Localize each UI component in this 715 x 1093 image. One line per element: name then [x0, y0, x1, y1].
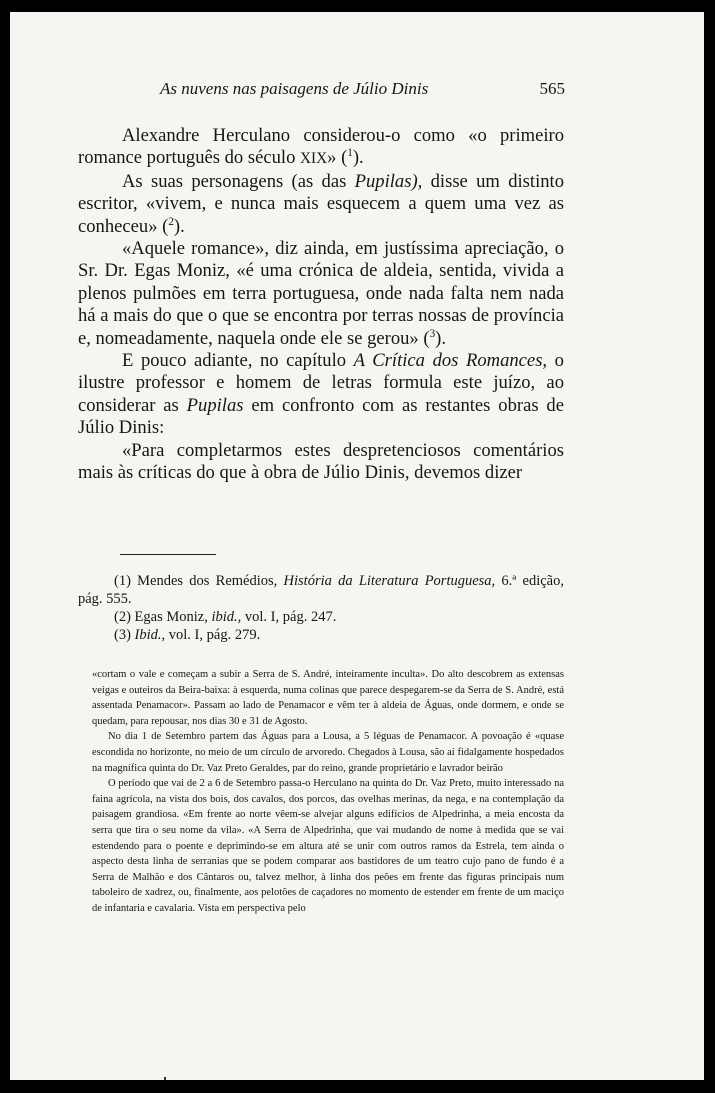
page-header [160, 78, 565, 100]
paragraph-1: Alexandre Herculano considerou-o como «o primeiro romance português do século XIX» ($^1$). [78, 125, 564, 169]
running-title: As nuvens nas paisagens de Júlio Dinis [160, 79, 429, 98]
footnote-2: (2) Egas Moniz, ibid., vol. I, pág. 247. [114, 609, 337, 625]
paragraph-4: E pouco adiante, no capítulo A Crítica dos Romances, o ilustre professor e homem de letras formula este juízo, ao considerar as Pupilas em confronto com as restantes obras de Júlio Dinis: [78, 350, 564, 439]
quote-paragraph-2: No dia 1 de Setembro partem das Águas para a Lousa, a 5 léguas de Penamacor. A povoação é «quase escondida no horizonte, no meio de um círculo de arvoredo. Chegados à Lousa, são aí fidalgamente hospedados na magnífica quinta do Dr. Vaz Preto Geraldes, par do reino, grande proprietário e lavrador beirão [92, 731, 564, 774]
quote-paragraph-3: O período que vai de 2 a 6 de Setembro passa-o Herculano na quinta do Dr. Vaz Preto, muito interessado na faina agrícola, na vista dos bois, dos cavalos, dos porcos, das ovelhas merinas, da nega, e na contemplação da paisagem grandiosa. «Em frente ao norte vêem-se alvejar alguns edifícios de Alpedrinha, a meia encosta da serra que tira o seu nome da vila». «A Serra de Alpedrinha, que vai mudando de nome à medida que se vai estendendo para o poente e deprimindo-se em altura até se unir com outros ramos da Estrela, tem ainda o aspecto desta linha de serranias que se podem comparar aos bastidores de um teatro cujo pano de fundo é a Serra de Malhão e dos Cântaros ou, talvez melhor, à linha dos peões em frente das figuras principais num taboleiro de xadrez, ou, finalmente, aos pelotões de caçadores no momento de estender em frente de um maciço de infantaria e cavalaria. Vista em perspectiva pelo [92, 778, 564, 914]
paragraph-5: «Para completarmos estes despretenciosos comentários mais às críticas do que à obra de Júlio Dinis, devemos dizer [78, 439, 564, 484]
footnotes [78, 572, 564, 644]
footnote-separator [120, 554, 216, 555]
main-text [78, 125, 564, 485]
footnote-ref: 1 [347, 147, 353, 160]
footnote-ref: 3 [429, 327, 436, 340]
book-page [10, 12, 704, 1080]
footnote-3: (3) Ibid., vol. I, pág. 279. [114, 627, 261, 643]
footnote-1: (1) Mendes dos Remédios, História da Literatura Portuguesa, 6.ª edição, pág. 555. [78, 573, 564, 607]
quoted-passage [92, 667, 564, 917]
footnote-ref: 2 [168, 215, 174, 228]
paragraph-3: «Aquele romance», diz ainda, em justíssima apreciação, o Sr. Dr. Egas Moniz, «é uma crónica de aldeia, sentida, vivida a plenos pulmões em terra portuguesa, onde nada falta nem nada há a mais do que o que se encontra por terras nossas de província e, nomeadamente, naquela onde ele se gerou» ($^3$). [78, 238, 564, 349]
print-speck [164, 1077, 166, 1080]
paragraph-2: As suas personagens (as das Pupilas), disse um distinto escritor, «vivem, e nunca mais esquecem a quem uma vez as conheceu» ($^2$). [78, 170, 564, 237]
quote-paragraph-1: «cortam o vale e começam a subir a Serra de S. André, inteiramente inculta». Do alto descobrem as extensas veigas e outeiros da Beira-baixa: à esquerda, numa colinas que parece despegarem-se da Serra de S. André, está assentada Penamacor». Passam ao lado de Penamacor e vêm ter à aldeia de Águas, onde dormem, e onde se quedam, para repousar, nos dias 30 e 31 de Agosto. [92, 669, 564, 727]
page-number: 565 [539, 79, 565, 98]
